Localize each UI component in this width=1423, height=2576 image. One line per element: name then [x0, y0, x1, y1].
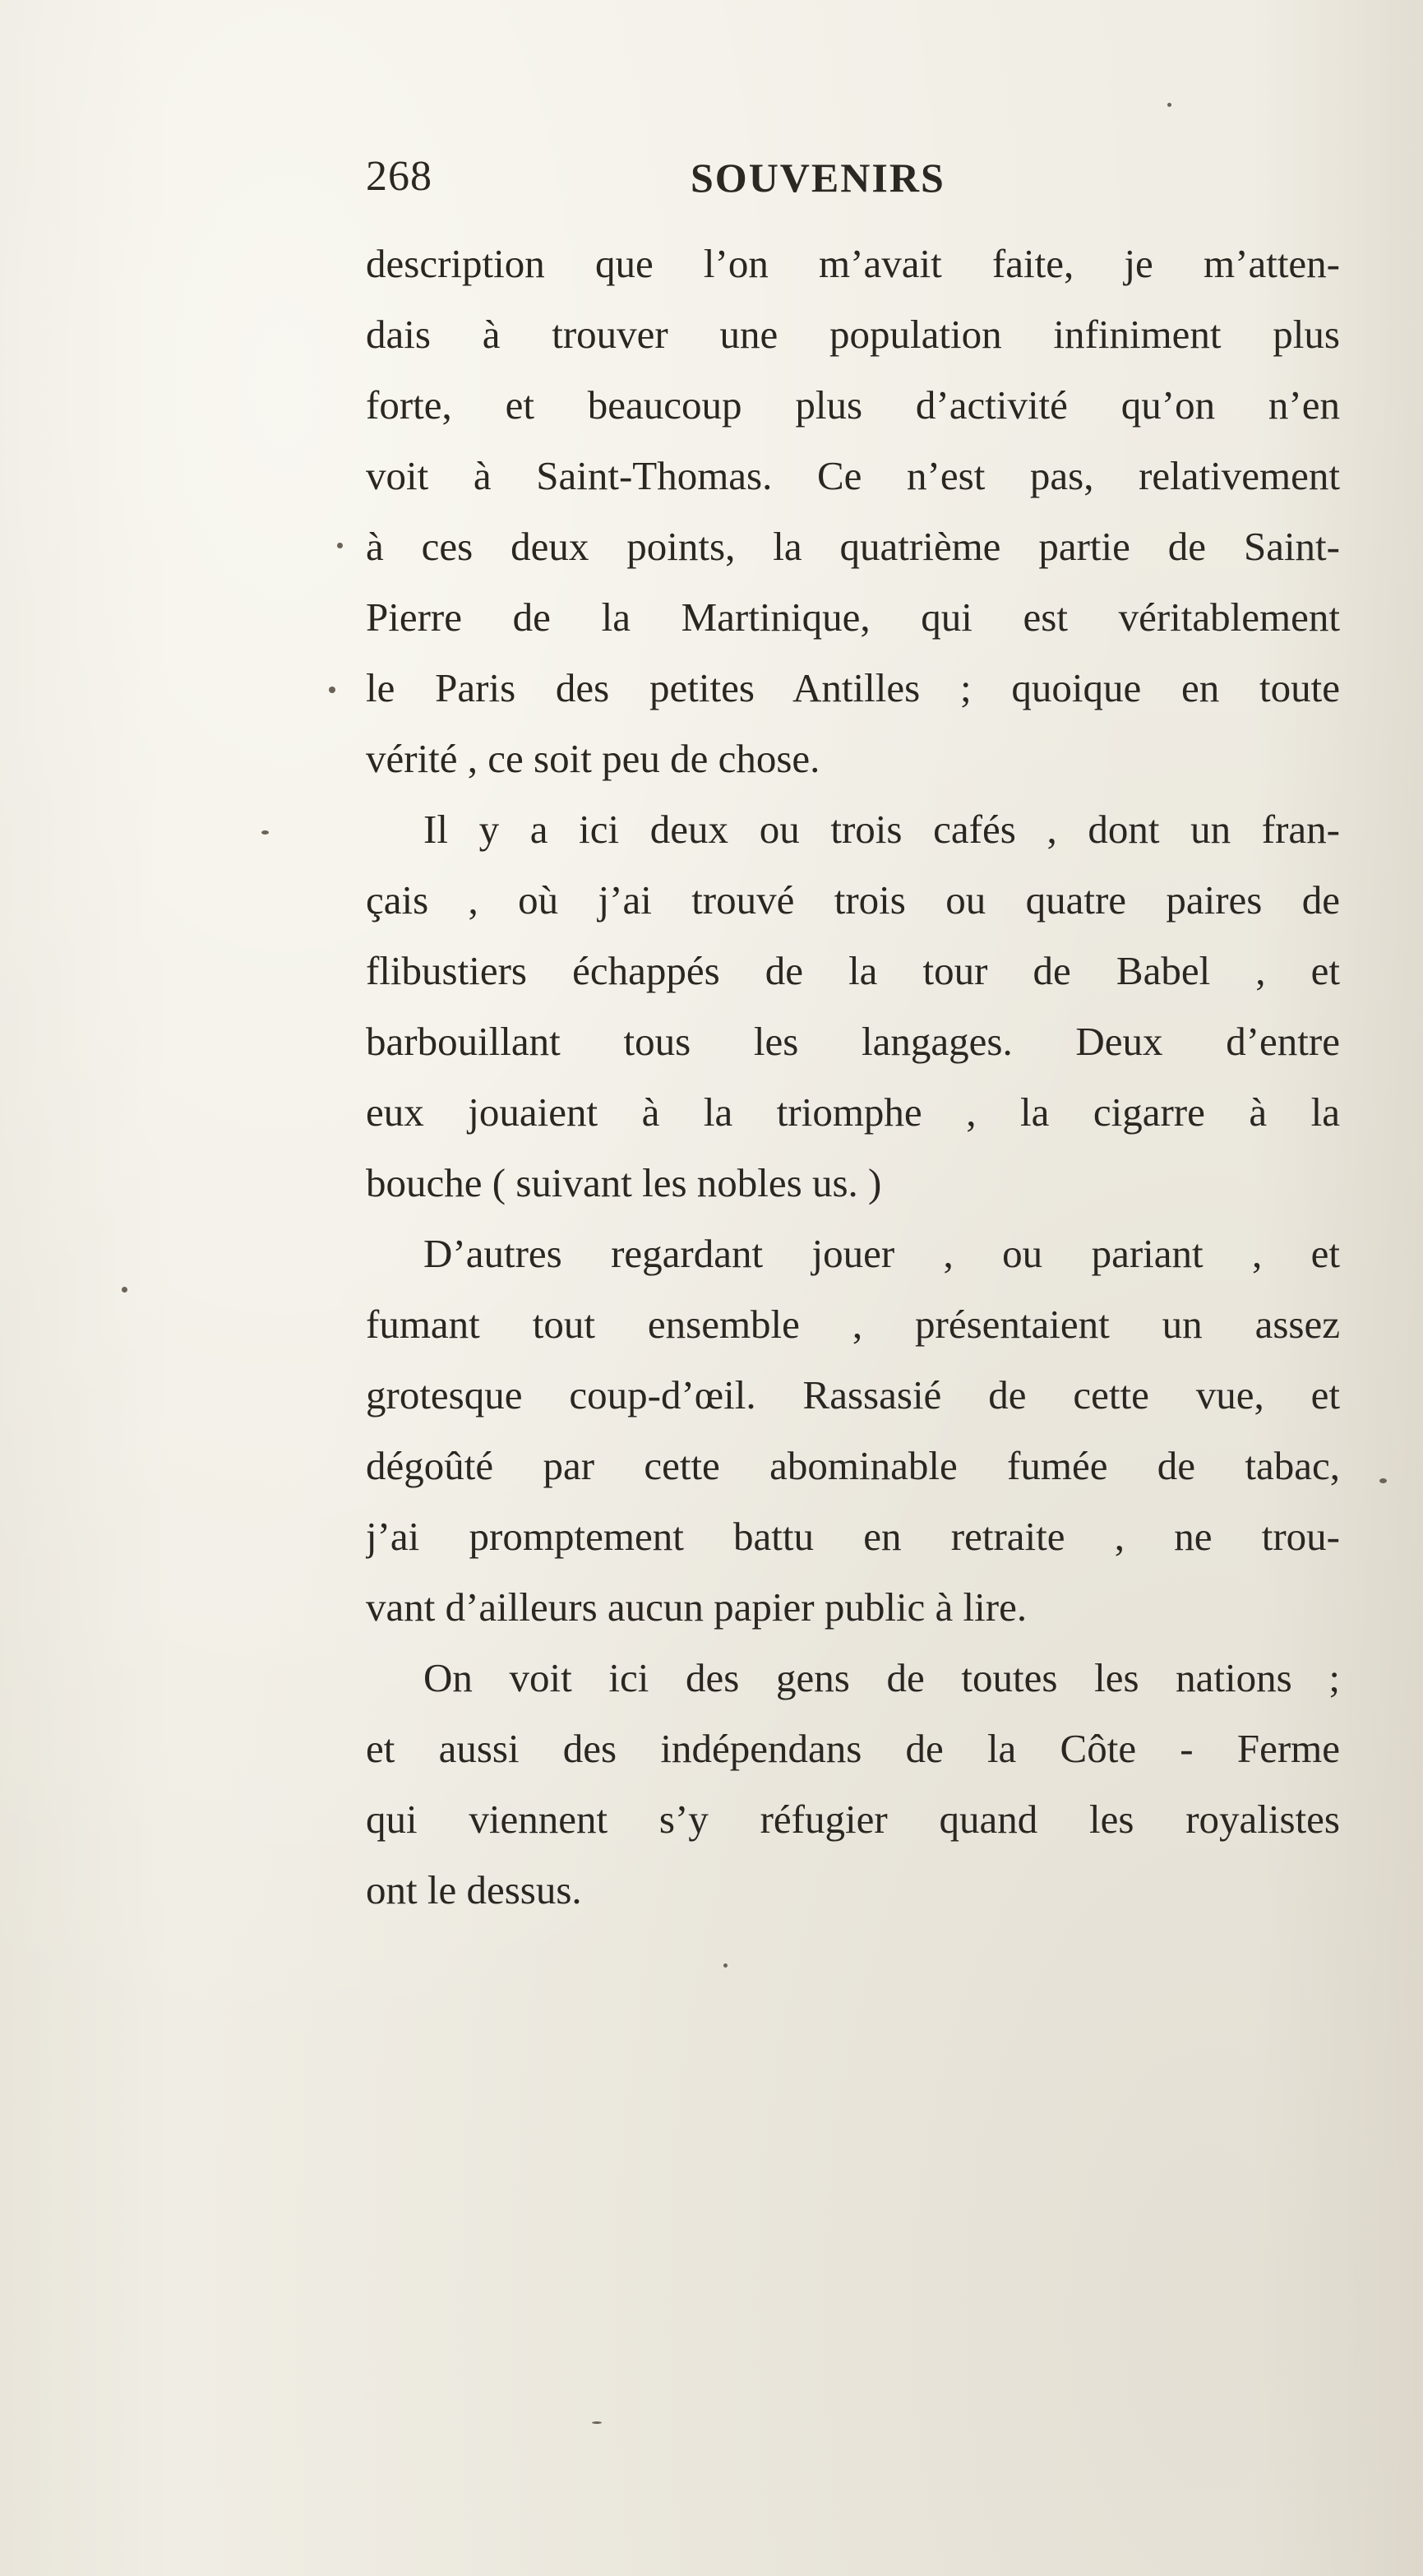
text-line: dais à trouver une population infiniment plus: [366, 312, 1340, 357]
text-line: description que l’on m’avait faite, je m’atten-: [366, 241, 1340, 286]
paper-speck: [592, 2421, 602, 2424]
text-line: grotesque coup-d’œil. Rassasié de cette vue, et: [366, 1372, 1340, 1417]
paper-speck: [337, 543, 343, 548]
text-line: ont le dessus.: [366, 1867, 582, 1912]
text-line: le Paris des petites Antilles ; quoique en toute: [366, 665, 1340, 710]
running-head: SOUVENIRS: [691, 155, 945, 201]
paragraph-2: [366, 794, 1340, 1219]
text-line: et aussi des indépendans de la Côte - Ferme: [366, 1726, 1340, 1771]
paper-speck: [1379, 1478, 1387, 1483]
paper-speck: [329, 687, 335, 693]
text-line: eux jouaient à la triomphe , la cigarre à la: [366, 1089, 1340, 1135]
paragraph-1: [366, 229, 1340, 794]
text-line: à ces deux points, la quatrième partie de Saint-: [366, 524, 1340, 569]
text-line: çais , où j’ai trouvé trois ou quatre paires de: [366, 877, 1340, 923]
text-line: bouche ( suivant les nobles us. ): [366, 1160, 882, 1205]
text-line: dégoûté par cette abominable fumée de tabac,: [366, 1443, 1340, 1488]
page-header: [366, 152, 1040, 210]
text-line: forte, et beaucoup plus d’activité qu’on n’en: [366, 382, 1340, 428]
body-text: [366, 229, 1340, 1926]
text-line: Pierre de la Martinique, qui est véritablement: [366, 594, 1340, 640]
paper-speck: [122, 1287, 127, 1293]
page-number: 268: [366, 153, 432, 200]
text-line: vérité , ce soit peu de chose.: [366, 736, 820, 781]
text-line: D’autres regardant jouer , ou pariant , et: [423, 1231, 1340, 1276]
paragraph-4: [366, 1643, 1340, 1926]
text-line: qui viennent s’y réfugier quand les royalistes: [366, 1797, 1340, 1842]
paper-speck: [1167, 103, 1171, 107]
paragraph-3: [366, 1219, 1340, 1643]
text-line: Il y a ici deux ou trois cafés , dont un fran-: [423, 807, 1340, 852]
text-line: vant d’ailleurs aucun papier public à lire.: [366, 1584, 1028, 1630]
paper-speck: [261, 830, 269, 835]
text-line: On voit ici des gens de toutes les nations ;: [423, 1655, 1340, 1700]
text-line: j’ai promptement battu en retraite , ne trou-: [366, 1514, 1340, 1559]
text-line: fumant tout ensemble , présentaient un assez: [366, 1302, 1340, 1347]
text-line: voit à Saint-Thomas. Ce n’est pas, relativement: [366, 453, 1340, 498]
text-line: barbouillant tous les langages. Deux d’entre: [366, 1019, 1340, 1064]
paper-speck: [723, 1963, 728, 1968]
text-line: flibustiers échappés de la tour de Babel , et: [366, 948, 1340, 993]
